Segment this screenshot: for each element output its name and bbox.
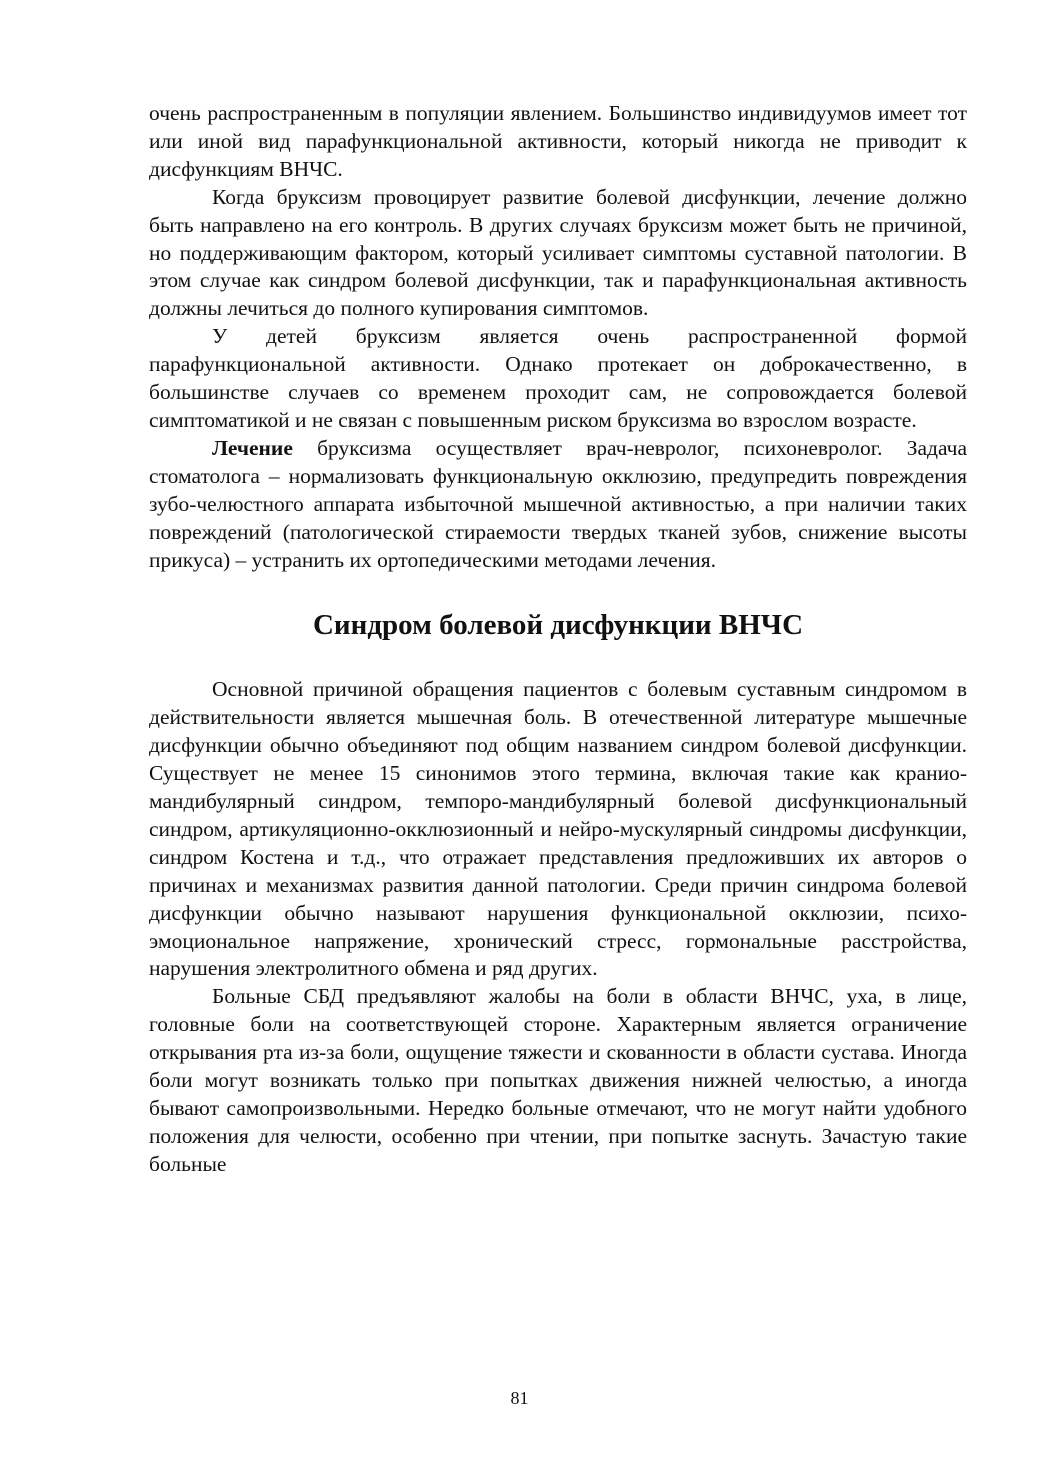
paragraph-3: У детей бруксизм является очень распространенной формой парафункциональной активности. Однако протекает он доброкачественно, в большинстве случаев со временем проходит сам, не сопровождается болевой симптоматикой и не связан с повышенным риском бруксизма во взрослом возрасте. [149, 324, 967, 432]
paragraph-6: Больные СБД предъявляют жалобы на боли в области ВНЧС, уха, в лице, головные боли на соответствующей стороне. Характерным является ограничение открывания рта из-за боли, ощущение тяжести и скованности в области сустава. Иногда боли могут возникать только при попытках движения нижней челюстью, а иногда бывают самопроизвольными. Нередко больные отмечают, что не могут найти удобного положения для челюсти, особенно при чтении, при попытке заснуть. Зачастую такие больные [149, 984, 967, 1176]
section-heading: Синдром болевой дисфункции ВНЧС [312, 609, 804, 642]
page-number: 81 [510, 1388, 529, 1408]
paragraph-4-bold-term: Лечение [212, 435, 293, 460]
page-body [149, 100, 967, 1179]
paragraph-5: Основной причиной обращения пациентов с болевым суставным синдромом в действительности является мышечная боль. В отечественной литературе мышечные дисфункции обычно объединяют под общим названием синдром болевой дисфункции. Существует не менее 15 синонимов этого термина, включая такие как кранио-мандибулярный синдром, темпоро-мандибулярный болевой дисфункциональный синдром, артикуляционно-окклюзионный и нейро-мускулярный синдромы дисфункции, синдром Костена и т.д., что отражает представления предложивших их авторов о причинах и механизмах развития данной патологии. Среди причин синдрома болевой дисфункции обычно называют нарушения функциональной окклюзии, психо-эмоциональное напряжение, хронический стресс, гормональные расстройства, нарушения электролитного обмена и ряд других. [149, 677, 967, 981]
paragraph-1: очень распространенным в популяции явлением. Большинство индивидуумов имеет тот или иной вид парафункциональной активности, который никогда не приводит к дисфункциям ВНЧС. [149, 101, 967, 181]
paragraph-4-text: бруксизма осуществляет врач-невролог, психоневролог. Задача стоматолога – нормализовать функциональную окклюзию, предупредить повреждения зубо-челюстного аппарата избыточной мышечной активностью, а при наличии таких повреждений (патологической стираемости твердых тканей зубов, снижение высоты прикуса) – устранить их ортопедическими методами лечения. [149, 435, 967, 572]
paragraph-2: Когда бруксизм провоцирует развитие болевой дисфункции, лечение должно быть направлено на его контроль. В других случаях бруксизм может быть не причиной, но поддерживающим фактором, который усиливает симптомы суставной патологии. В этом случае как синдром болевой дисфункции, так и парафункциональная активность должны лечиться до полного купирования симптомов. [149, 184, 967, 321]
paragraph-4 [149, 435, 967, 575]
